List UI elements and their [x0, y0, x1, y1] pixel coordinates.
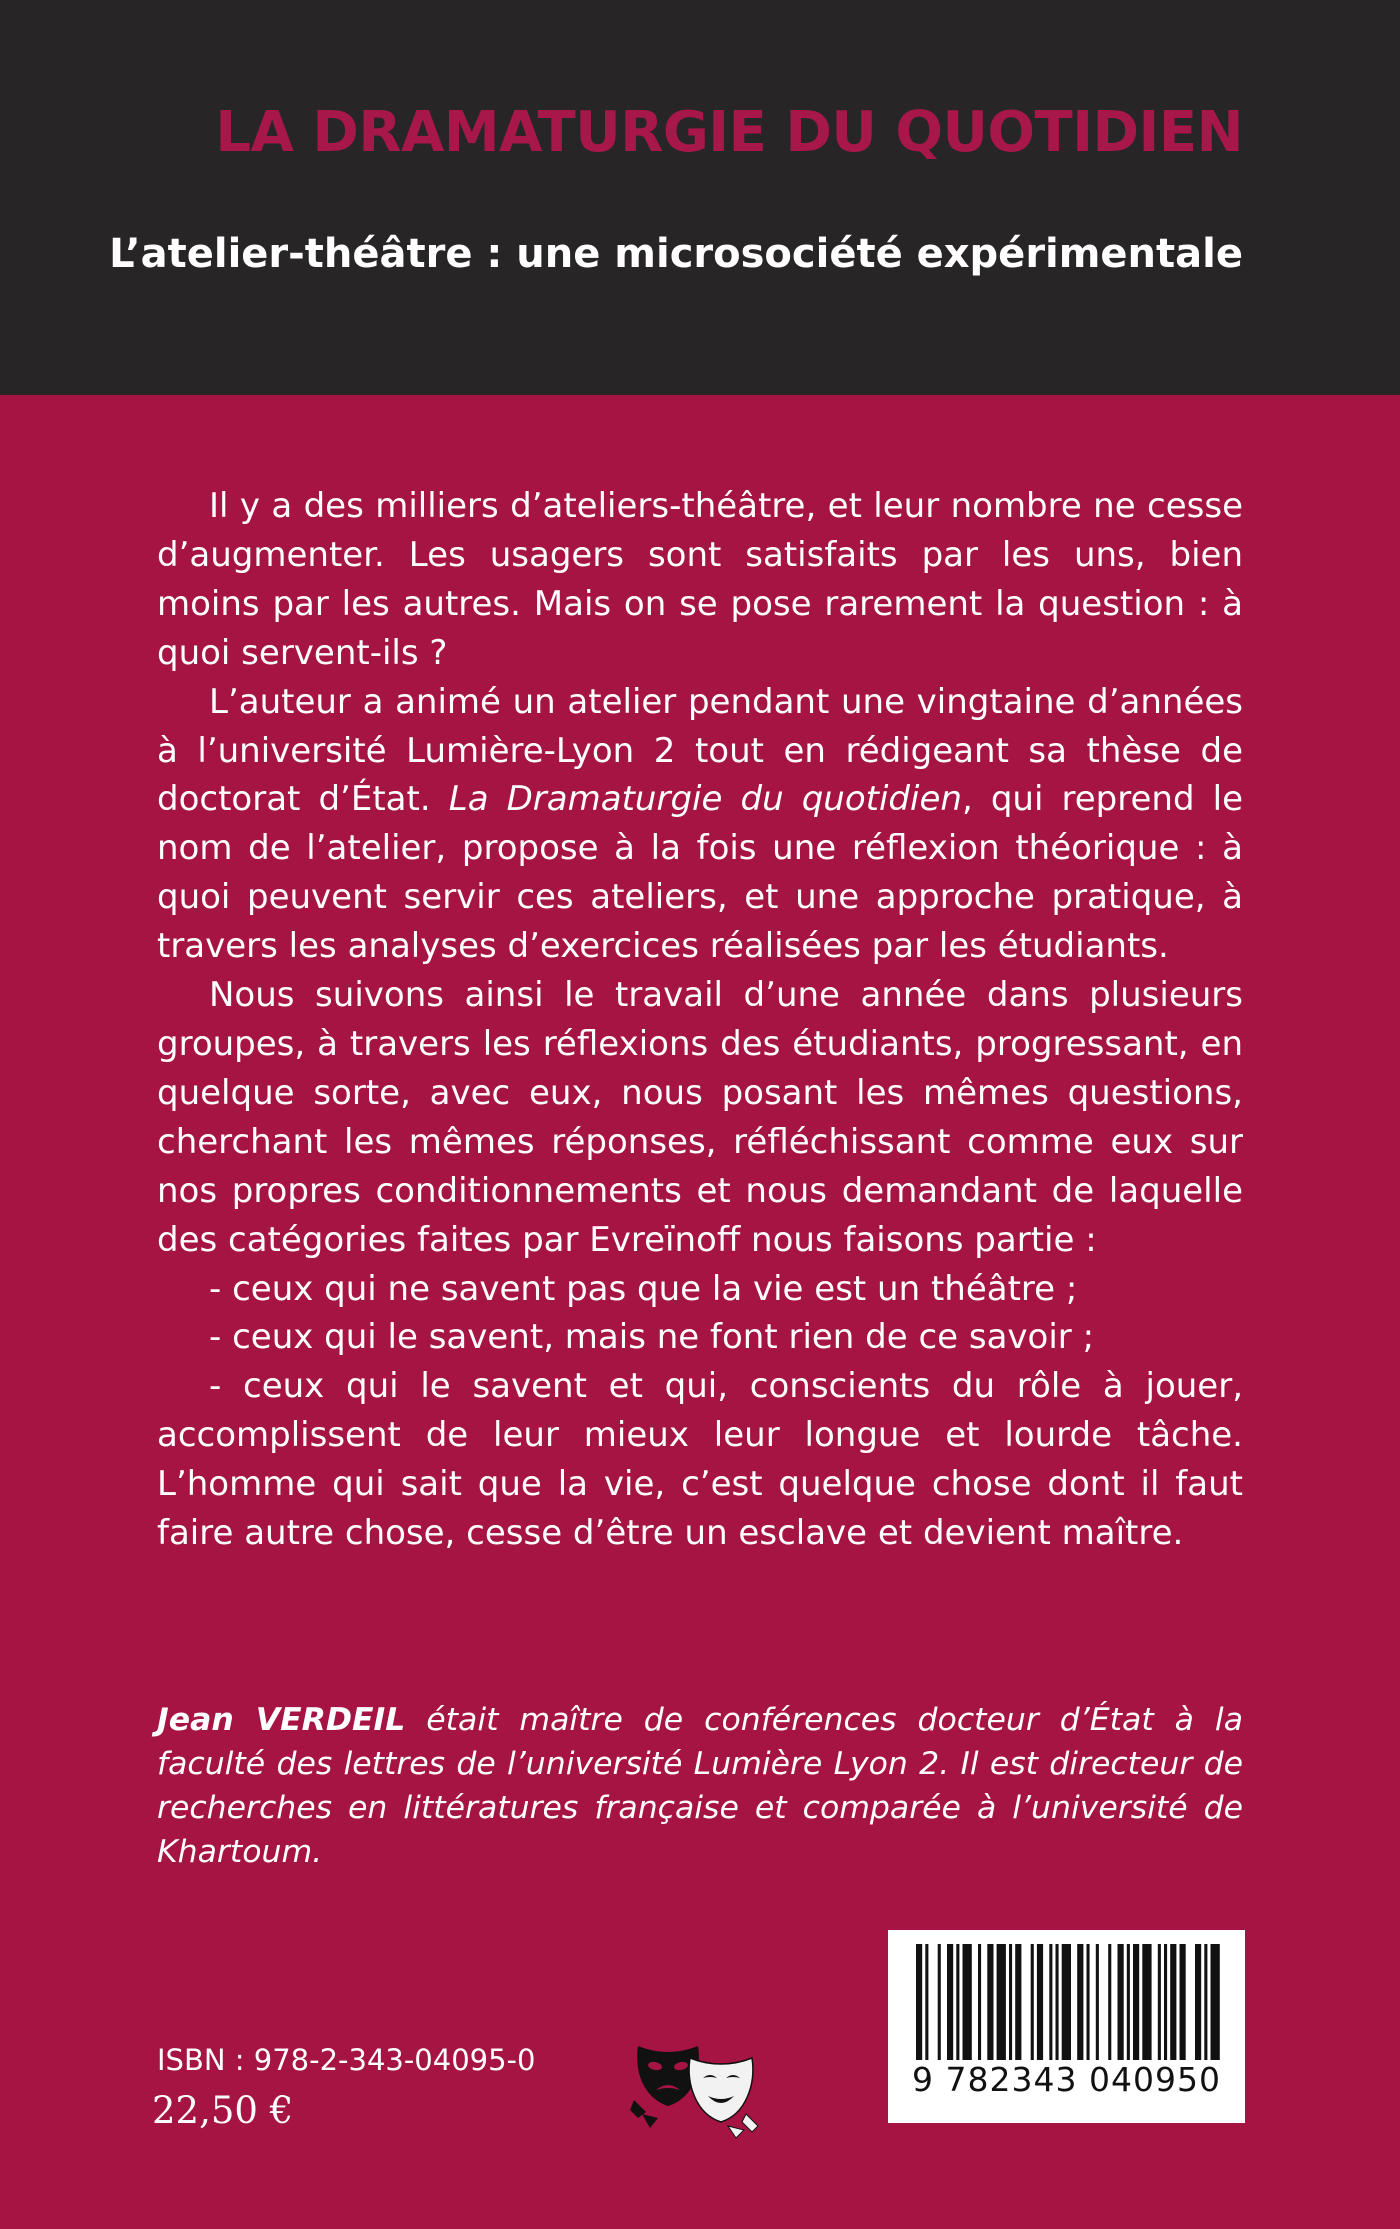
- barcode-bar: [987, 1944, 993, 2060]
- barcode-bar: [997, 1944, 1006, 2060]
- barcode-bar: [978, 1944, 981, 2060]
- isbn: ISBN : 978-2-343-04095-0: [157, 2043, 536, 2077]
- barcode-bar: [1204, 1944, 1207, 2060]
- barcode-bar: [1180, 1944, 1186, 2060]
- summary-text: [157, 482, 1243, 1558]
- book-subtitle: L’atelier-théâtre : une microsociété expérimentale: [109, 231, 1243, 277]
- author-bio: [157, 1698, 1243, 1874]
- barcode-bar: [956, 1944, 959, 2060]
- barcode-bar: [1170, 1944, 1176, 2060]
- header-band: [0, 0, 1400, 395]
- summary-paragraph-2-end: , qui reprend le nom de l’atelier, propose à la fois une réflexion théorique : à quoi peuvent servir ces ateliers, et une approche pratique, à travers les analyses d’exercices réalisées par les étudiants.: [157, 779, 1244, 967]
- summary-paragraph-2-start: L’auteur a animé un atelier pendant une vingtaine d’années à l’université Lumière-Lyon 2 tout en rédigeant sa thèse de doctorat d’État.: [157, 681, 1243, 820]
- barcode-bar: [947, 1944, 953, 2060]
- barcode-bar: [1118, 1944, 1124, 2060]
- barcode-bar: [1164, 1944, 1167, 2060]
- barcode-bar: [1049, 1944, 1052, 2060]
- barcode-bar: [1031, 1944, 1034, 2060]
- barcode-bar: [1158, 1944, 1161, 2060]
- barcode-bar: [1195, 1944, 1201, 2060]
- comedy-mask-icon: [689, 2058, 758, 2138]
- barcode-bar: [1087, 1944, 1090, 2060]
- barcode-bar: [1056, 1944, 1059, 2060]
- price: 22,50 €: [152, 2089, 294, 2132]
- barcode-bar: [1015, 1944, 1021, 2060]
- barcode-bar: [1133, 1944, 1139, 2060]
- theatre-masks-icon: [628, 2040, 763, 2140]
- barcode-bar: [1127, 1944, 1130, 2060]
- barcode-bar: [1096, 1944, 1099, 2060]
- barcode-bar: [1037, 1944, 1043, 2060]
- barcode-bar: [1009, 1944, 1012, 2060]
- barcode-bar: [1077, 1944, 1083, 2060]
- category-item-3: - ceux qui le savent et qui, conscients du rôle à jouer, accomplissent de leur mieux leur longue et lourde tâche. L’homme qui sait que la vie, c’est quelque chose dont il faut faire autre chose, cesse d’être un esclave et devient maître.: [157, 1366, 1243, 1554]
- summary-paragraph-3: Nous suivons ainsi le travail d’une année dans plusieurs groupes, à travers les réflexions des étudiants, progressant, en quelque sorte, avec eux, nous posant les mêmes questions, cherchant les mêmes réponses, réfléchissant comme eux sur nos propres conditionnements et nous demandant de laquelle des catégories faites par Evreïnoff nous faisons partie :: [157, 975, 1243, 1260]
- summary-paragraph-2: [157, 678, 1243, 971]
- barcode-bar: [1108, 1944, 1111, 2060]
- tragedy-mask-icon: [630, 2046, 699, 2128]
- summary-paragraph-1: Il y a des milliers d’ateliers-théâtre, et leur nombre ne cesse d’augmenter. Les usagers sont satisfaits par les uns, bien moins par les autres. Mais on se pose rarement la question : à quoi servent-ils ?: [157, 486, 1243, 673]
- barcode: [888, 1930, 1245, 2123]
- barcode-bar: [925, 1944, 928, 2060]
- book-title-italic: La Dramaturgie du quotidien: [448, 779, 962, 820]
- barcode-bar: [963, 1944, 972, 2060]
- barcode-bar: [1062, 1944, 1071, 2060]
- barcode-bar: [1142, 1944, 1151, 2060]
- category-item-2: - ceux qui le savent, mais ne font rien de ce savoir ;: [209, 1317, 1095, 1358]
- category-item-1: - ceux qui ne savent pas que la vie est un théâtre ;: [209, 1268, 1078, 1309]
- barcode-digits: 9 782343 040950: [912, 2060, 1221, 2099]
- barcode-bar: [916, 1944, 922, 2060]
- book-title: LA DRAMATURGIE DU QUOTIDIEN: [215, 100, 1243, 165]
- author-name: Jean VERDEIL: [157, 1702, 406, 1738]
- barcode-bar: [1211, 1944, 1220, 2060]
- author-bio-text: était maître de conférences docteur d’État à la faculté des lettres de l’université Lumière Lyon 2. Il est directeur de recherches en littératures française et comparée à l’université de Khartoum.: [157, 1702, 1243, 1870]
- barcode-bar: [938, 1944, 941, 2060]
